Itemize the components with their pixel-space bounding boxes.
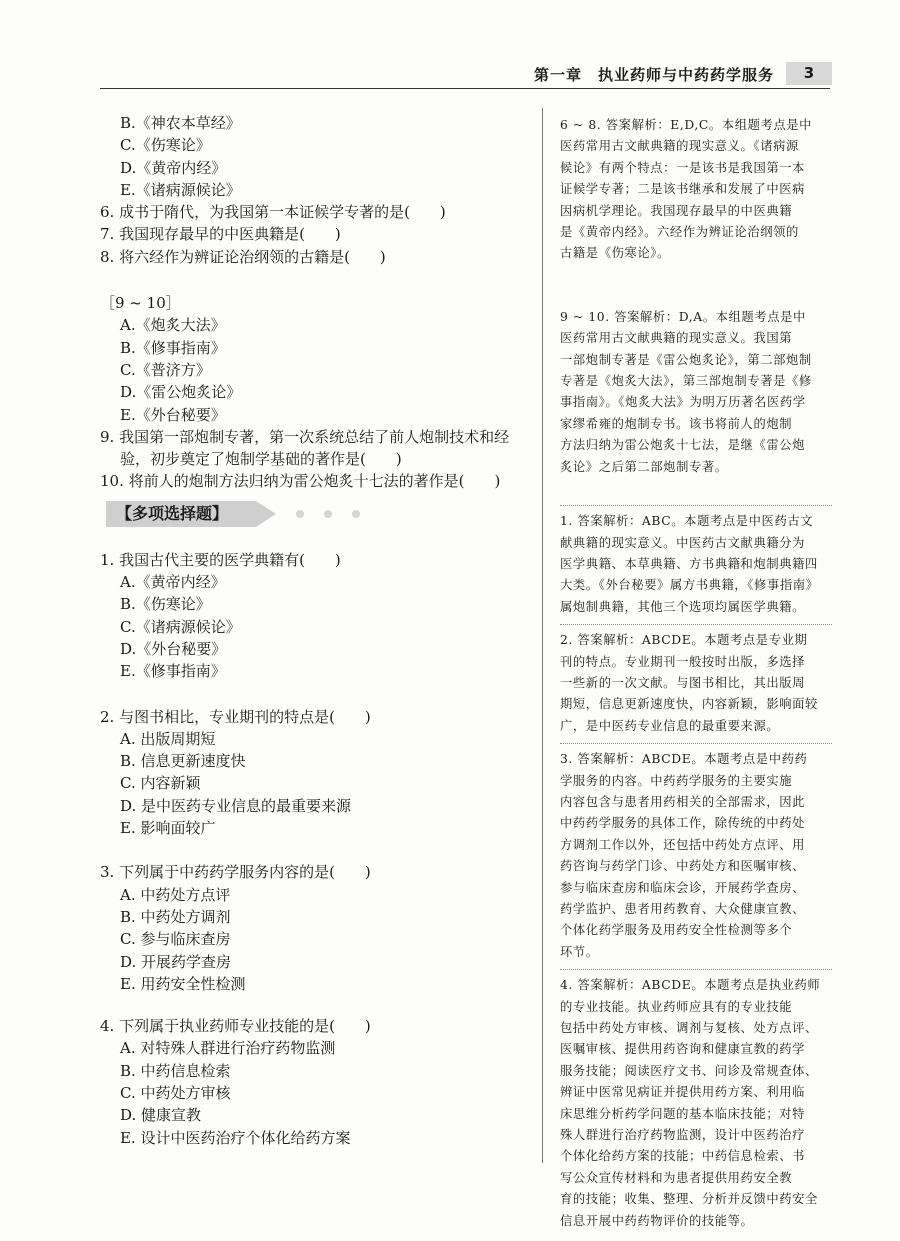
arrow-icon <box>256 501 276 527</box>
answer-line: 医学典籍、本草典籍、方书典籍和炮制典籍四 <box>560 556 818 571</box>
answers-column <box>560 115 832 1232</box>
option: B. 中药处方调剂 <box>120 907 231 926</box>
answer-line: 属炮制典籍，其他三个选项均属医学典籍。 <box>560 599 806 614</box>
answer-line: 医嘱审核、提供用药咨询和健康宣教的药学 <box>560 1042 806 1057</box>
answer-line: 刊的特点。专业期刊一般按时出版，多选择 <box>560 654 806 669</box>
option: B. 信息更新速度快 <box>120 752 246 771</box>
page-number: 3 <box>786 62 832 85</box>
answer-line: 中药药学服务的具体工作，除传统的中药处 <box>560 816 806 831</box>
multi-question-4: 4. 下列属于执业药师专业技能的是( ) <box>100 1017 371 1036</box>
question-8: 8. 将六经作为辨证论治纲领的古籍是( ) <box>100 247 386 266</box>
answer-line: 内容包含与患者用药相关的全部需求，因此 <box>560 794 806 809</box>
option: D. 是中医药专业信息的最重要来源 <box>120 796 352 815</box>
answer-1 <box>560 511 832 618</box>
option: C. 内容新颖 <box>120 774 201 793</box>
answer-line: 个体化给药方案的技能；中药信息检索、书 <box>560 1149 806 1164</box>
answer-line: 事指南》。《炮炙大法》为明万历著名医药学 <box>560 395 806 410</box>
multi-question-1: 1. 我国古代主要的医学典籍有( ) <box>100 550 341 569</box>
answer-line: 炙论》之后第二部炮制专著。 <box>560 459 728 474</box>
answer-line: 候论》有两个特点：一是该书是我国第一本 <box>560 160 806 175</box>
answer-line: 方调剂工作以外，还包括中药处方点评、用 <box>560 837 806 852</box>
multi-question-3: 3. 下列属于中药药学服务内容的是( ) <box>100 863 371 882</box>
option: E. 影响面较广 <box>120 819 216 838</box>
answer-line: 方法归纳为雷公炮炙十七法，是继《雷公炮 <box>560 438 806 453</box>
header-rule <box>100 88 830 89</box>
answer-line: 6 ~ 8. 答案解析：E,D,C。本组题考点是中 <box>560 118 813 132</box>
answer-line: 床思维分析药学问题的基本临床技能；对特 <box>560 1106 806 1121</box>
answer-line: 殊人群进行治疗药物监测，设计中医药治疗 <box>560 1128 806 1143</box>
answer-line: 9 ~ 10. 答案解析：D,A。本组题考点是中 <box>560 309 806 324</box>
answer-line: 3. 答案解析：ABCDE。本题考点是中药药 <box>560 752 808 767</box>
option: B.《伤寒论》 <box>120 595 211 614</box>
answer-line: 专著是《炮炙大法》，第三部炮制专著是《修 <box>560 374 812 389</box>
option: A.《黄帝内经》 <box>120 573 226 592</box>
answer-4 <box>560 975 832 1232</box>
option: A. 对特殊人群进行治疗药物监测 <box>120 1039 336 1058</box>
question-7: 7. 我国现存最早的中医典籍是( ) <box>100 225 341 244</box>
dot-icon <box>324 510 332 518</box>
answer-line: 是《黄帝内经》。六经作为辨证论治纲领的 <box>560 225 799 240</box>
answer-line: 献典籍的现实意义。中医药古文献典籍分为 <box>560 535 806 550</box>
option: E.《外台秘要》 <box>120 405 226 424</box>
question-9: 9. 我国第一部炮制专著，第一次系统总结了前人炮制技术和经 <box>100 427 510 446</box>
option: D.《黄帝内经》 <box>120 158 227 177</box>
answer-line: 环节。 <box>560 944 599 959</box>
answer-line: 包括中药处方审核、调剂与复核、处方点评、 <box>560 1021 818 1036</box>
option: A. 中药处方点评 <box>120 885 231 904</box>
answer-line: 药学监护、患者用药教育、大众健康宣教、 <box>560 902 806 916</box>
answer-line: 个体化药学服务及用药安全性检测等多个 <box>560 923 793 938</box>
chapter-title: 第一章 执业药师与中药药学服务 <box>533 66 774 84</box>
option: C.《普济方》 <box>120 360 211 379</box>
answer-line: 的专业技能。执业药师应具有的专业技能 <box>560 999 793 1014</box>
option: C. 参与临床查房 <box>120 930 231 949</box>
option: B. 中药信息检索 <box>120 1061 231 1080</box>
answer-line: 一部炮制专著是《雷公炮炙论》，第二部炮制 <box>560 352 812 367</box>
answer-2 <box>560 630 832 737</box>
answer-line: 医药常用古文献典籍的现实意义。我国第 <box>560 331 793 346</box>
answer-separator <box>560 505 832 506</box>
section-heading <box>100 493 530 549</box>
answer-line: 服务技能；阅读医疗文书、问诊及常规查体、 <box>560 1063 818 1078</box>
dot-icon <box>296 510 304 518</box>
answer-line: 药咨询与药学门诊、中药处方和医嘱审核、 <box>560 859 806 874</box>
page-header <box>0 58 900 90</box>
answer-line: 一些新的一次文献。与图书相比，其出版周 <box>560 675 806 690</box>
answer-line: 写公众宣传材料和为患者提供用药安全教 <box>560 1170 793 1185</box>
question-6: 6. 成书于隋代，为我国第一本证候学专著的是( ) <box>100 203 446 222</box>
answer-6-8 <box>560 115 832 265</box>
answer-line: 因病机学理论。我国现存最早的中医典籍 <box>560 203 793 218</box>
answer-line: 辨证中医常见病证并提供用药方案、利用临 <box>560 1085 806 1100</box>
option: C.《伤寒论》 <box>120 136 211 155</box>
answer-line: 证候学专著；二是该书继承和发展了中医病 <box>560 182 806 197</box>
answer-line: 古籍是《伤寒论》。 <box>560 246 670 261</box>
option: C. 中药处方审核 <box>120 1083 231 1102</box>
option: E.《诸病源候论》 <box>120 180 241 199</box>
option: C.《诸病源候论》 <box>120 617 241 636</box>
question-10: 10. 将前人的炮制方法归纳为雷公炮炙十七法的著作是( ) <box>100 472 501 491</box>
answer-line: 医药常用古文献典籍的现实意义。《诸病源 <box>560 139 799 154</box>
section-title: 【多项选择题】 <box>106 501 256 527</box>
answer-line: 信息开展中药药物评价的技能等。 <box>560 1213 754 1228</box>
answer-line: 大类。《外台秘要》属方书典籍，《修事指南》 <box>560 578 819 593</box>
answer-line: 2. 答案解析：ABCDE。本题考点是专业期 <box>560 633 808 648</box>
option: A.《炮炙大法》 <box>120 316 226 335</box>
multi-question-2: 2. 与图书相比，专业期刊的特点是( ) <box>100 707 371 726</box>
option: E. 设计中医药治疗个体化给药方案 <box>120 1128 351 1147</box>
answer-line: 学服务的内容。中药药学服务的主要实施 <box>560 773 793 788</box>
question-group-label: ［9 ~ 10］ <box>100 294 181 313</box>
answer-line: 1. 答案解析：ABC。本题考点是中医药古文 <box>560 514 814 529</box>
answer-9-10 <box>560 307 832 478</box>
option: D. 健康宣教 <box>120 1106 202 1125</box>
dot-icon <box>352 510 360 518</box>
option: E.《修事指南》 <box>120 662 226 681</box>
answer-separator <box>560 969 832 970</box>
answer-3 <box>560 749 832 963</box>
option: A. 出版周期短 <box>120 729 216 748</box>
option: D. 开展药学查房 <box>120 952 232 971</box>
answer-separator <box>560 743 832 744</box>
option: E. 用药安全性检测 <box>120 974 246 993</box>
answer-separator <box>560 624 832 625</box>
answer-line: 参与临床查房和临床会诊，开展药学查房、 <box>560 880 806 895</box>
option: B.《修事指南》 <box>120 338 226 357</box>
option: D.《雷公炮炙论》 <box>120 383 242 402</box>
column-divider <box>542 108 543 1163</box>
questions-column <box>100 112 530 1149</box>
answer-line: 育的技能；收集、整理、分析并反馈中药安全 <box>560 1192 818 1207</box>
answer-line: 期短，信息更新速度快，内容新颖，影响面较 <box>560 697 818 712</box>
option: B.《神农本草经》 <box>120 114 241 132</box>
answer-line: 4. 答案解析：ABCDE。本题考点是执业药师 <box>560 978 821 993</box>
answer-line: 广，是中医药专业信息的最重要来源。 <box>560 718 780 733</box>
answer-line: 家缪希雍的炮制专书。该书将前人的炮制 <box>560 416 793 431</box>
question-9-continued: 验，初步奠定了炮制学基础的著作是( ) <box>120 450 402 469</box>
option: D.《外台秘要》 <box>120 639 227 658</box>
